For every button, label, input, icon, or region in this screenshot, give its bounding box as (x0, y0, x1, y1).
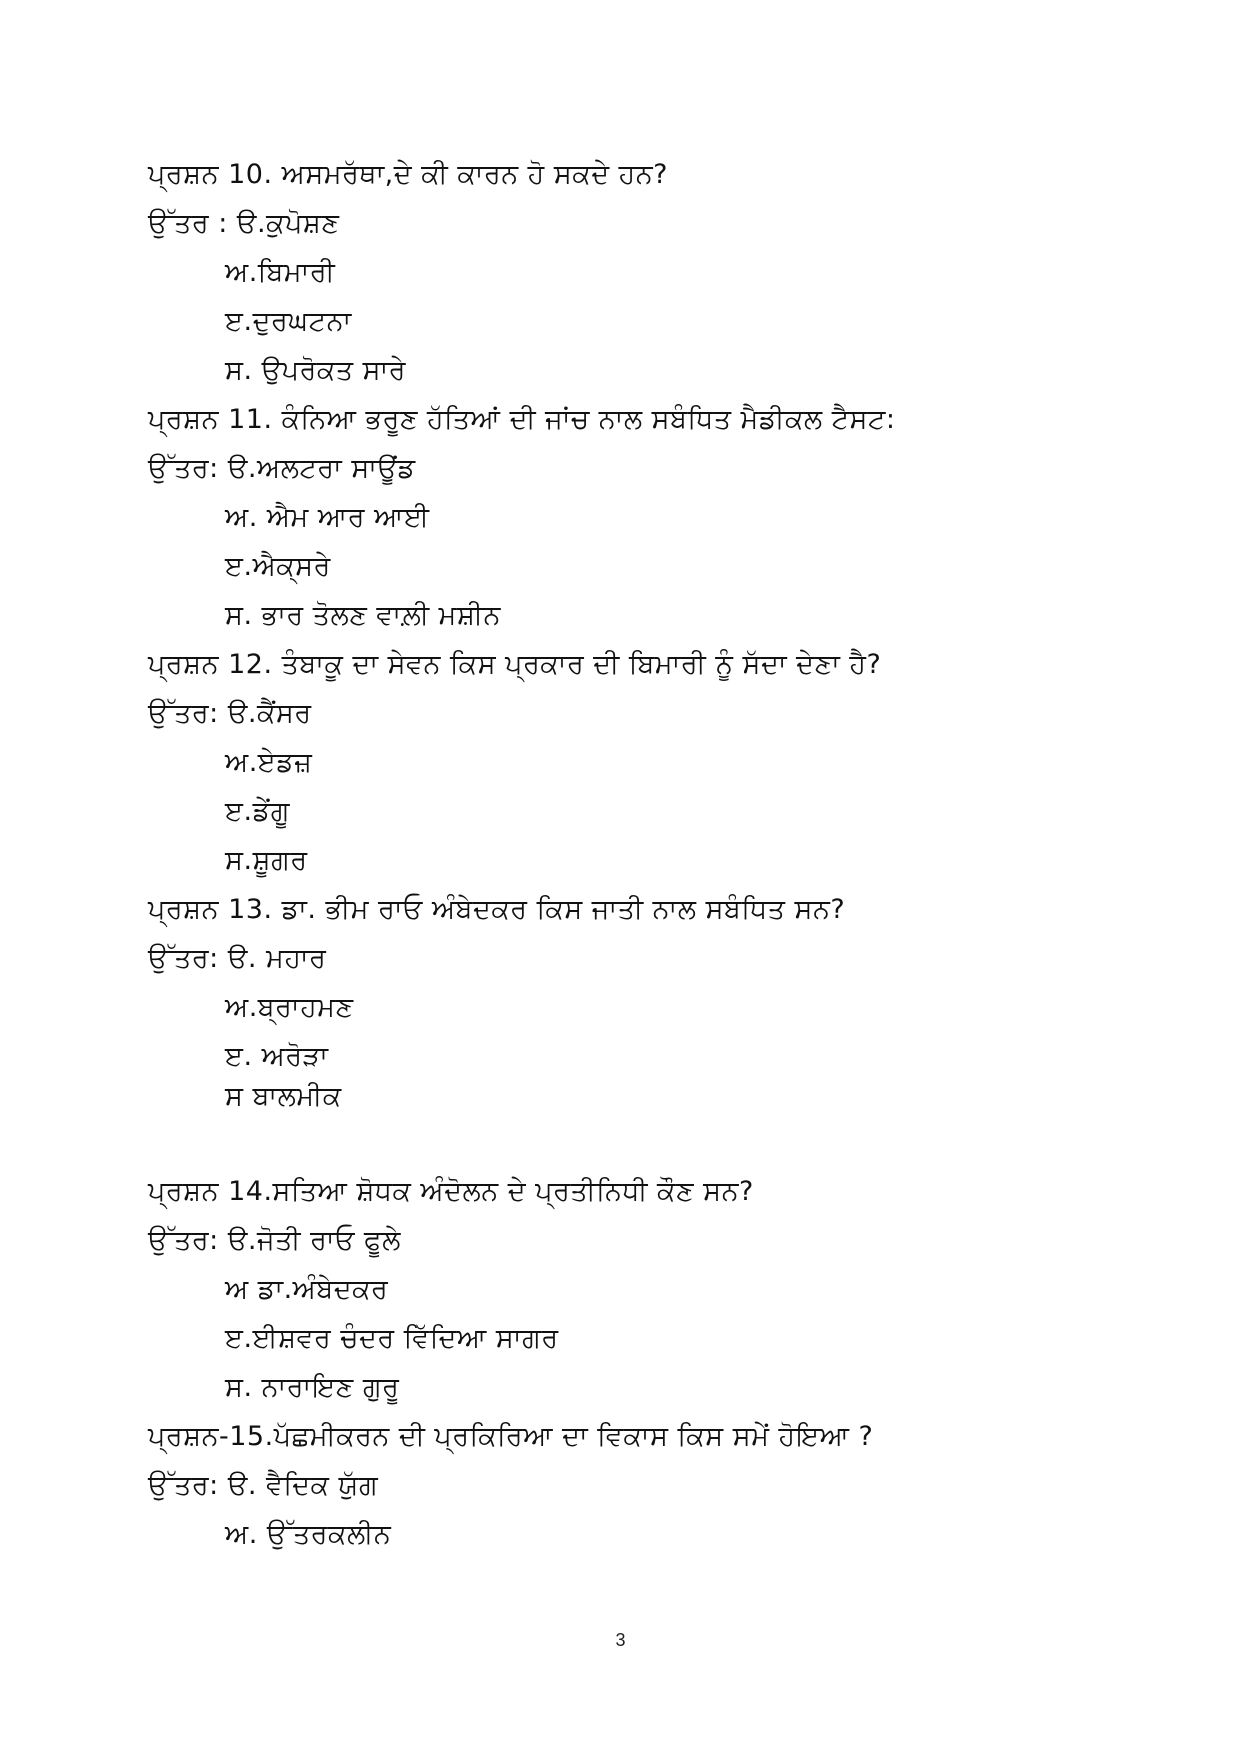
option-10-c: ੲ.ਦੁਰਘਟਨਾ (225, 306, 352, 337)
question-15: ਪ੍ਰਸ਼ਨ-15.ਪੱਛਮੀਕਰਨ ਦੀ ਪ੍ਰਕਿਰਿਆ ਦਾ ਵਿਕਾਸ ਕਿਸ ਸਮੇਂ ਹੋਇਆ ? (148, 1421, 874, 1452)
answer-15: ਉੱਤਰ: ੳ. ਵੈਦਿਕ ਯੁੱਗ (148, 1470, 379, 1501)
option-14-c: ੲ.ਈਸ਼ਵਰ ਚੰਦਰ ਵਿੱਦਿਆ ਸਾਗਰ (225, 1323, 559, 1354)
option-10-d: ਸ. ਉਪਰੋਕਤ ਸਾਰੇ (225, 355, 407, 386)
answer-10: ਉੱਤਰ : ੳ.ਕੁਪੋਸ਼ਣ (148, 208, 340, 239)
option-12-b: ਅ.ਏਡਜ਼ (225, 747, 313, 778)
answer-13: ਉੱਤਰ: ੳ. ਮਹਾਰ (148, 943, 327, 974)
option-13-b: ਅ.ਬ੍ਰਾਹਮਣ (225, 992, 354, 1023)
option-14-d: ਸ. ਨਾਰਾਇਣ ਗੁਰੂ (225, 1372, 400, 1403)
question-12: ਪ੍ਰਸ਼ਨ 12. ਤੰਬਾਕੂ ਦਾ ਸੇਵਨ ਕਿਸ ਪ੍ਰਕਾਰ ਦੀ ਬਿਮਾਰੀ ਨੂੰ ਸੱਦਾ ਦੇਣਾ ਹੈ? (148, 649, 882, 680)
option-13-d: ਸ ਬਾਲਮੀਕ (225, 1081, 342, 1112)
option-12-c: ੲ.ਡੇਂਗੂ (225, 796, 290, 827)
option-10-b: ਅ.ਬਿਮਾਰੀ (225, 257, 336, 288)
option-13-c: ੲ. ਅਰੋੜਾ (225, 1041, 329, 1072)
option-11-b: ਅ. ਐਮ ਆਰ ਆਈ (225, 502, 430, 533)
answer-14: ਉੱਤਰ: ੳ.ਜੋਤੀ ਰਾਓ ਫੂਲੇ (148, 1225, 401, 1256)
option-11-d: ਸ. ਭਾਰ ਤੋਲਣ ਵਾਲ਼ੀ ਮਸ਼ੀਨ (225, 600, 501, 631)
question-14: ਪ੍ਰਸ਼ਨ 14.ਸਤਿਆ ਸ਼ੋਧਕ ਅੰਦੋਲਨ ਦੇ ਪ੍ਰਤੀਨਿਧੀ ਕੌਣ ਸਨ? (148, 1176, 754, 1207)
question-11: ਪ੍ਰਸ਼ਨ 11. ਕੰਨਿਆ ਭਰੂਣ ਹੱਤਿਆਂ ਦੀ ਜਾਂਚ ਨਾਲ ਸਬੰਧਿਤ ਮੈਡੀਕਲ ਟੈਸਟ: (148, 404, 896, 435)
answer-11: ਉੱਤਰ: ੳ.ਅਲਟਰਾ ਸਾਊਂਡ (148, 453, 416, 484)
question-10: ਪ੍ਰਸ਼ਨ 10. ਅਸਮਰੱਥਾ,ਦੇ ਕੀ ਕਾਰਨ ਹੋ ਸਕਦੇ ਹਨ? (148, 159, 668, 190)
option-12-d: ਸ.ਸ਼ੂਗਰ (225, 845, 308, 876)
option-11-c: ੲ.ਐਕ੍ਸਰੇ (225, 551, 331, 582)
option-14-b: ਅ ਡਾ.ਅੰਬੇਦਕਰ (225, 1274, 389, 1305)
question-13: ਪ੍ਰਸ਼ਨ 13. ਡਾ. ਭੀਮ ਰਾਓ ਅੰਬੇਦਕਰ ਕਿਸ ਜਾਤੀ ਨਾਲ ਸਬੰਧਿਤ ਸਨ? (148, 894, 846, 925)
page-number: 3 (615, 1630, 626, 1650)
answer-12: ਉੱਤਰ: ੳ.ਕੈਂਸਰ (148, 698, 312, 729)
option-15-b: ਅ. ਉੱਤਰਕਲੀਨ (225, 1519, 392, 1550)
